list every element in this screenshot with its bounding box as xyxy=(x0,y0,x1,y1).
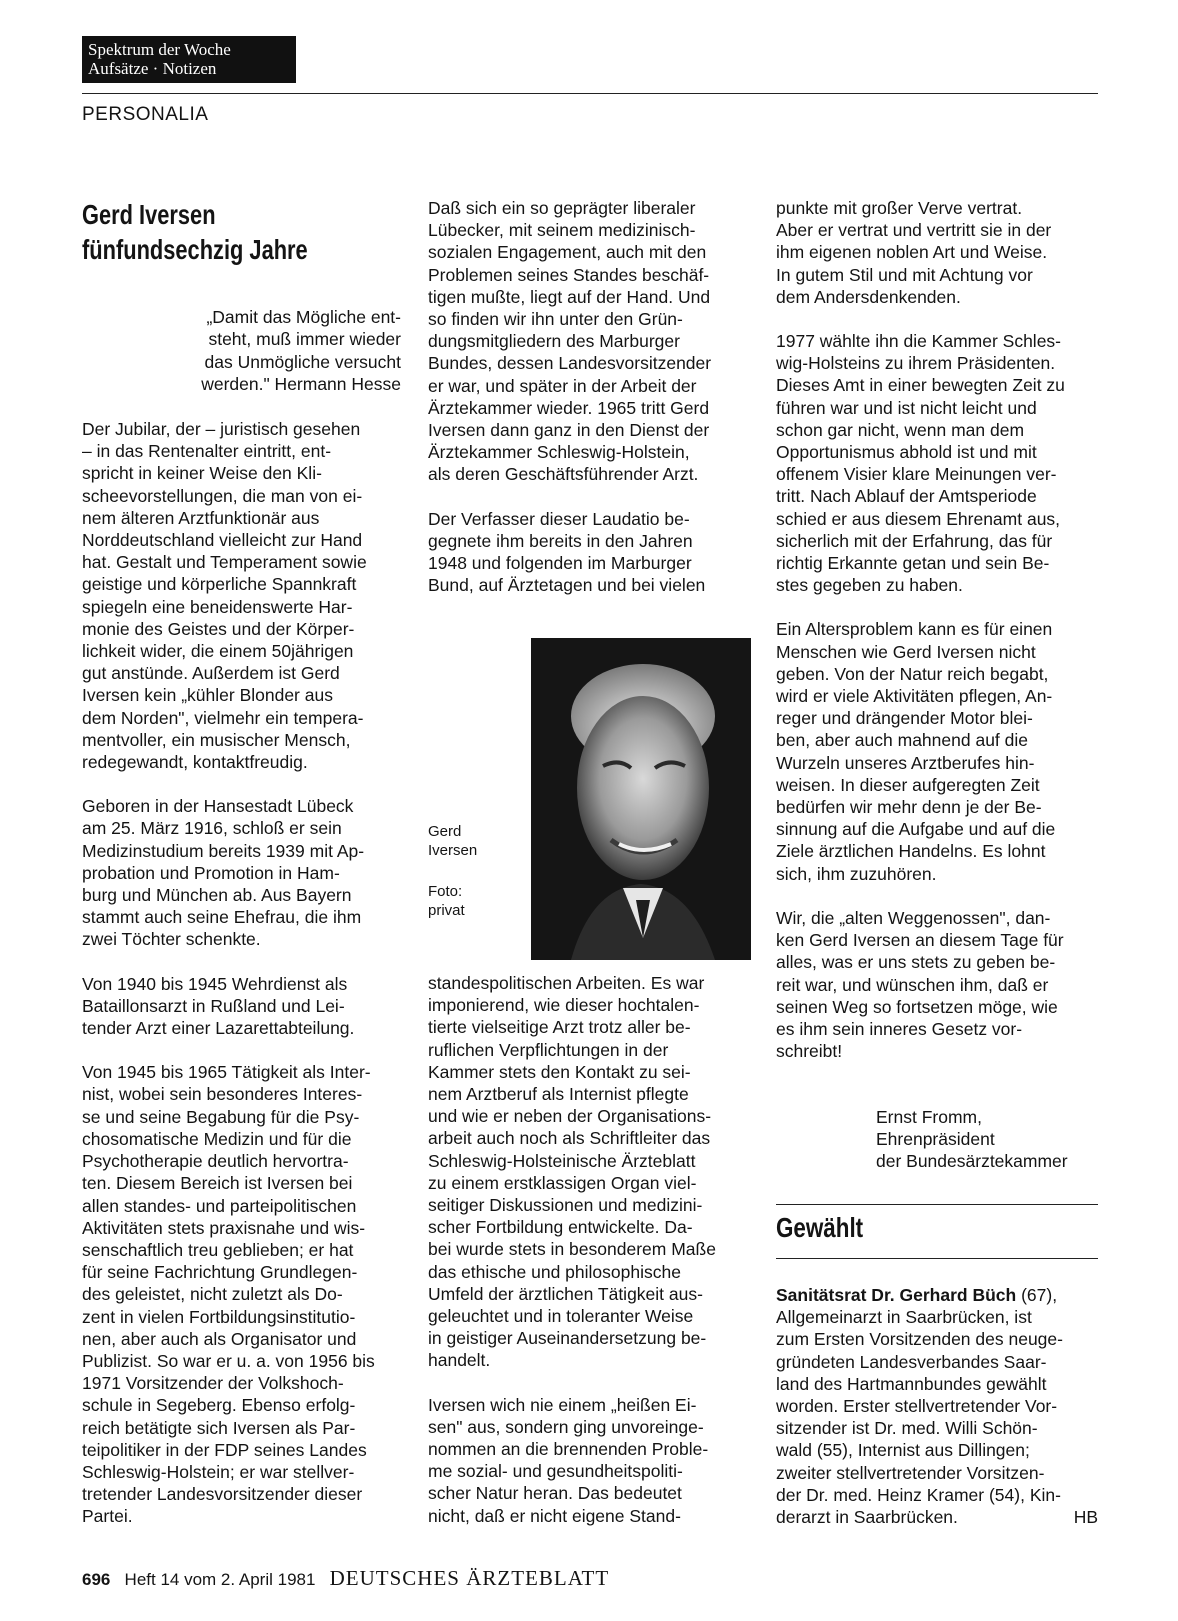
paragraph: Ein Altersproblem kann es für einen Menschen wie Gerd Iversen nicht geben. Von der Natur reich begabt, wird er viele Aktivitäten pflegen, An- reger und drängender Motor blei- ben, aber auch mahnend auf die Wurzeln unseres Arztberufes hin- weisen. In dieser aufgeregten Zeit bedürfen wir mehr denn je der Be- sinnung auf die Aufgabe und auf die Ziele ärztlichen Handelns. Es lohnt sich, ihm zuzuhören. xyxy=(776,619,1056,884)
page-number: 696 xyxy=(82,1570,111,1589)
section-rule xyxy=(776,1258,1098,1259)
section-rule xyxy=(776,1204,1098,1205)
notice-name: Sanitätsrat Dr. Gerhard Büch xyxy=(776,1285,1017,1305)
column-3 xyxy=(776,197,1098,1084)
notice-text: (67), Allgemeinarzt in Saarbrücken, ist zum Ersten Vorsitzenden des neuge- gründeten Landesverbandes Saar- land des Hartmannbundes gewählt worden. Erster stellvertretender Vor- sitzender ist Dr. med. Willi Schön- wald (55), Internist aus Dillingen; zweiter stellvertretender Vorsitzen- der Dr. med. Heinz Kramer (54), Kin- derarzt in Saarbrücken. xyxy=(776,1285,1063,1528)
paragraph: Wir, die „alten Weggenossen", dan- ken Gerd Iversen an diesem Tage für alles, was er uns stets zu geben be- reit war, und wünschen ihm, daß er seinen Weg so fortsetzen möge, wie es ihm sein inneres Gesetz vor- schreibt! xyxy=(776,907,1064,1062)
magazine-name: DEUTSCHES ÄRZTEBLATT xyxy=(329,1566,610,1590)
paragraph: punkte mit großer Verve vertrat. Aber er vertrat und vertritt sie in der ihm eigenen noblen Art und Weise. In gutem Stil und mit Achtung vor dem Andersdenkenden. xyxy=(776,198,1052,307)
top-rule xyxy=(82,93,1098,94)
paragraph: Daß sich ein so geprägter liberaler Lübecker, mit seinem medizinisch- sozialen Engagement, auch mit den Problemen seines Standes beschäf- tigen mußte, liegt auf der Hand. Und so finden wir ihn unter den Grün- dungsmitgliedern des Marburger Bundes, dessen Landesvorsitzender er war, und später in der Arbeit der Ärztekammer wieder. 1965 tritt Gerd Iversen dann ganz in den Dienst der Ärztekammer Schleswig-Holstein, als deren Geschäftsführender Arzt. xyxy=(428,198,712,485)
issue-info: Heft 14 vom 2. April 1981 xyxy=(124,1570,316,1589)
paragraph: Der Jubilar, der – juristisch gesehen – in das Rentenalter eintritt, ent- spricht in keiner Weise den Kli- scheevorstellungen, die man von ei- nem älteren Arztfunktionär aus Norddeutschland vielleicht zur Hand hat. Gestalt und Temperament sowie geistige und körperliche Spannkraft spiegeln eine beneidenswerte Har- monie des Geistes und der Körper- lichkeit wider, die einem 50jährigen gut anstünde. Außerdem ist Gerd Iversen kein „kühler Blonder aus dem Norden", vielmehr ein tempera- mentvoller, ein musischer Mensch, redegewandt, kontaktfreudig. xyxy=(82,419,367,773)
author-signature: Ernst Fromm, Ehrenpräsident der Bundesärztekammer xyxy=(876,1107,1068,1172)
portrait-image xyxy=(531,638,751,960)
gewaehlt-notice xyxy=(776,1284,1098,1528)
paragraph: Iversen wich nie einem „heißen Ei- sen" aus, sondern ging unvoreinge- nommen an die brennenden Proble- me sozial- und gesundheitspoliti- scher Natur heran. Das bedeutet nicht, daß er nicht eigene Stand- xyxy=(428,1394,709,1526)
column-1 xyxy=(82,418,401,1550)
article-title-line-2: fünfundsechzig Jahre xyxy=(82,234,308,265)
page-footer xyxy=(82,1566,609,1591)
paragraph: standespolitischen Arbeiten. Es war imponierend, wie dieser hochtalen- tierte vielseitige Arzt trotz aller be- ruflichen Verpflichtungen in der Kammer stets den Kontakt zu sei- nem Arztberuf als Internist pflegte und wie er neben der Organisations- arbeit auch noch als Schriftleiter das Schleswig-Holsteinische Ärzteblatt zu einem erstklassigen Organ viel- seitiger Diskussionen und medizini- scher Fortbildung entwickelte. Da- bei wurde stets in besonderem Maße das ethische und philosophische Umfeld der ärztlichen Tätigkeit aus- geleuchtet und in toleranter Weise in geistiger Auseinandersetzung be- handelt. xyxy=(428,973,716,1371)
column-2-top xyxy=(428,197,751,618)
paragraph: Der Verfasser dieser Laudatio be- gegnete ihm bereits in den Jahren 1948 und folgenden im Marburger Bund, auf Ärztetagen und bei vielen xyxy=(428,508,706,596)
section-badge xyxy=(82,36,296,83)
photo-caption-credit: Foto: privat xyxy=(428,883,465,919)
paragraph: 1977 wählte ihn die Kammer Schles- wig-Holsteins zu ihrem Präsidenten. Dieses Amt in einer bewegten Zeit zu führen war und ist nicht leicht und schon gar nicht, wenn man dem Opportunismus abhold ist und mit offenem Visier klare Meinungen ver- tritt. Nach Ablauf der Amtsperiode schied er aus diesem Ehrenamt aus, sicherlich mit der Erfahrung, das für richtig Erkannte getan und sein Be- stes gegeben zu haben. xyxy=(776,331,1065,596)
portrait-photo xyxy=(531,638,751,960)
badge-line-1: Spektrum der Woche xyxy=(88,40,231,59)
photo-caption-name: Gerd Iversen xyxy=(428,823,478,859)
article-title-line-1: Gerd Iversen xyxy=(82,199,216,230)
section-label: PERSONALIA xyxy=(82,104,209,125)
paragraph: Von 1940 bis 1945 Wehrdienst als Bataillonsarzt in Rußland und Lei- tender Arzt einer Lazarettabteilung. xyxy=(82,973,355,1039)
badge-line-2: Aufsätze · Notizen xyxy=(88,59,217,78)
column-2-bottom xyxy=(428,972,751,1549)
article-title xyxy=(82,197,308,267)
paragraph: Geboren in der Hansestadt Lübeck am 25. März 1916, schloß er sein Medizinstudium bereits 1939 mit Ap- probation und Promotion in Ham- burg und München ab. Aus Bayern stammt auch seine Ehefrau, die ihm zwei Töchter schenkte. xyxy=(82,796,365,950)
paragraph: Von 1945 bis 1965 Tätigkeit als Inter- nist, wobei sein besonderes Interes- se und seine Begabung für die Psy- chosomatische Medizin und für die Psychotherapie deutlich hervortra- ten. Diesem Bereich ist Iversen bei allen standes- und parteipolitischen Aktivitäten stets praxisnahe und wis- senschaftlich treu geblieben; er hat für seine Fachrichtung Grundlegen- des geleistet, nicht zuletzt als Do- zent in vielen Fortbildungsinstitutio- nen, aber auch als Organisator und Publizist. So war er u. a. von 1956 bis 1971 Vorsitzender der Volkshoch- schule in Segeberg. Ebenso erfolg- reich betätigte sich Iversen als Par- teipolitiker in der FDP seines Landes Schleswig-Holstein; er war stellver- tretender Landesvorsitzender dieser Partei. xyxy=(82,1062,375,1527)
gewaehlt-heading: Gewählt xyxy=(776,1212,864,1243)
epigraph-quote: „Damit das Mögliche ent- steht, muß immer wieder das Unmögliche versucht werden." Hermann Hesse xyxy=(201,307,401,395)
notice-author: HB xyxy=(1073,1507,1098,1528)
